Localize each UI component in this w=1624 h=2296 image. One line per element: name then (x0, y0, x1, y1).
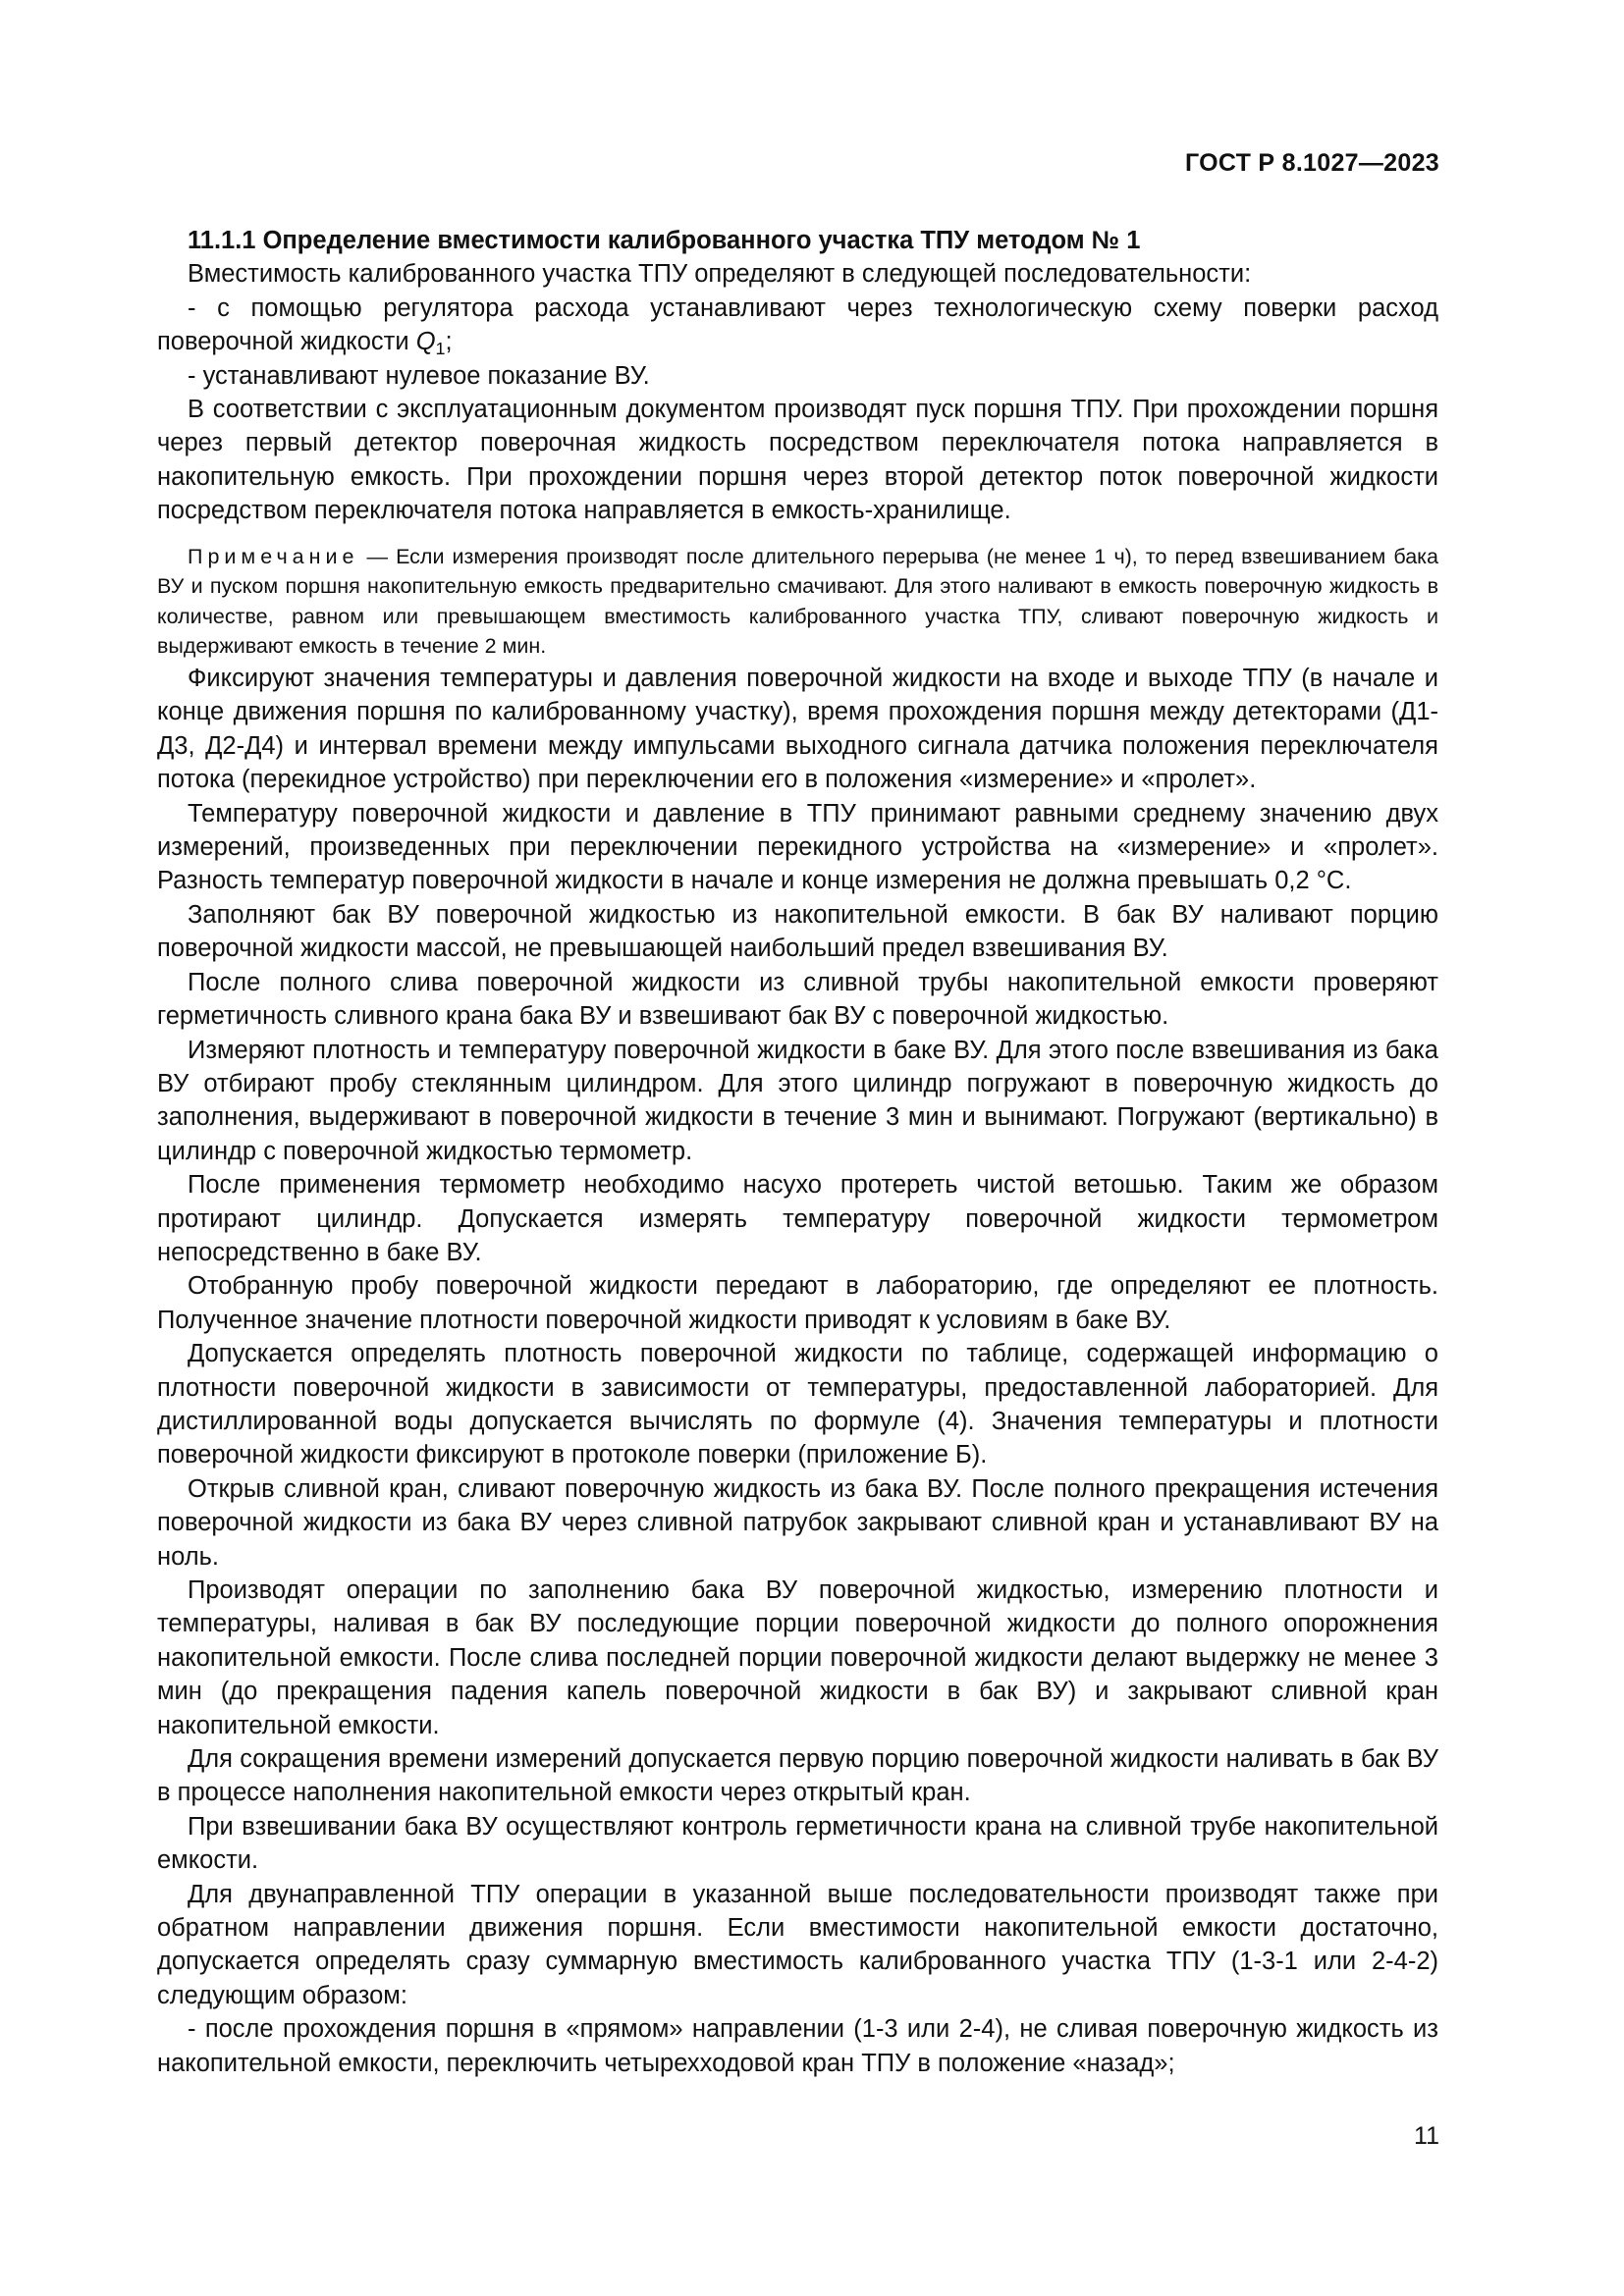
note-label: Примечание (188, 544, 359, 568)
section-heading: 11.1.1 Определение вместимости калиброванного участка ТПУ методом № 1 (188, 227, 1141, 254)
note-block (157, 542, 1438, 662)
paragraph: После полного слива поверочной жидкости из сливной трубы накопительной емкости проверяют герметичность сливного крана бака ВУ и взвешивают бак ВУ с поверочной жидкостью. (157, 968, 1438, 1031)
paragraph: Открыв сливной кран, сливают поверочную жидкость из бака ВУ. После полного прекращения истечения поверочной жидкости из бака ВУ через сливной патрубок закрывают сливной кран и устанавливают ВУ на ноль. (157, 1474, 1438, 1571)
paragraph: Допускается определять плотность поверочной жидкости по таблице, содержащей информацию о плотности поверочной жидкости в зависимости от температуры, предоставленной лабораторией. Для дистиллированной воды допускается вычислять по формуле (4). Значения температуры и плотности поверочной жидкости фиксируют в протоколе поверки (приложение Б). (157, 1340, 1438, 1469)
paragraph: В соответствии с эксплуатационным документом производят пуск поршня ТПУ. При прохождении поршня через первый детектор поверочная жидкость посредством переключателя потока направляется в накопительную емкость. При прохождении поршня через второй детектор поток поверочной жидкости посредством переключателя потока направляется в емкость-хранилище. (157, 396, 1438, 525)
page-number: 11 (1414, 2122, 1439, 2150)
paragraph: - после прохождения поршня в «прямом» направлении (1-3 или 2-4), не сливая поверочную жидкость из накопительной емкости, переключить четырехходовой кран ТПУ в положение «назад»; (157, 2015, 1438, 2077)
note-text: — Если измерения производят после длительного перерыва (не менее 1 ч), то перед взвешиванием бака ВУ и пуском поршня накопительную емкость предварительно смачивают. Для этого наливают в емкость поверочную жидкость в количестве, равном или превышающем вместимость калиброванного участка ТПУ, сливают поверочную жидкость и выдерживают емкость в течение 2 мин. (157, 544, 1438, 659)
paragraph: Производят операции по заполнению бака ВУ поверочной жидкостью, измерению плотности и температуры, наливая в бак ВУ последующие порции поверочной жидкости до полного опорожнения накопительной емкости. После слива последней порции поверочной жидкости делают выдержку не менее 3 мин (до прекращения падения капель поверочной жидкости в бак ВУ) и закрывают сливной кран накопительной емкости. (157, 1576, 1438, 1739)
paragraph: Измеряют плотность и температуру поверочной жидкости в баке ВУ. Для этого после взвешивания из бака ВУ отбирают пробу стеклянным цилиндром. Для этого цилиндр погружают в поверочную жидкость до заполнения, выдерживают в поверочной жидкости в течение 3 мин и вынимают. Погружают (вертикально) в цилиндр с поверочной жидкостью термометр. (157, 1036, 1438, 1165)
document-code: ГОСТ Р 8.1027—2023 (1184, 149, 1439, 177)
flow-rate-variable: Q (415, 328, 436, 356)
paragraph: Температуру поверочной жидкости и давление в ТПУ принимают равными среднему значению двух измерений, произведенных при переключении перекидного устройства на «измерение» и «пролет». Разность температур поверочной жидкости в начале и конце измерения не должна превышать 0,2 °С. (157, 799, 1438, 895)
paragraph-flow-rate (157, 292, 1438, 359)
page-content (157, 224, 1438, 2080)
paragraph: Для двунаправленной ТПУ операции в указанной выше последовательности производят также при обратном направлении движения поршня. Если вместимости накопительной емкости достаточно, допускается определять сразу суммарную вместимость калиброванного участка ТПУ (1-3-1 или 2-4-2) следующим образом: (157, 1880, 1438, 2009)
paragraph: - устанавливают нулевое показание ВУ. (188, 361, 650, 390)
paragraph: Вместимость калиброванного участка ТПУ определяют в следующей последовательности: (188, 260, 1252, 289)
paragraph: После применения термометр необходимо насухо протереть чистой ветошью. Таким же образом протирают цилиндр. Допускается измерять температуру поверочной жидкости термометром непосредственно в баке ВУ. (157, 1171, 1438, 1266)
paragraph: При взвешивании бака ВУ осуществляют контроль герметичности крана на сливной трубе накопительной емкости. (157, 1812, 1438, 1875)
paragraph: Заполняют бак ВУ поверочной жидкостью из накопительной емкости. В бак ВУ наливают порцию поверочной жидкости массой, не превышающей наибольший предел взвешивания ВУ. (157, 900, 1438, 963)
paragraph: Для сокращения времени измерений допускается первую порцию поверочной жидкости наливать в бак ВУ в процессе наполнения накопительной емкости через открытый кран. (157, 1745, 1438, 1807)
paragraph: Фиксируют значения температуры и давления поверочной жидкости на входе и выходе ТПУ (в начале и конце движения поршня по калиброванному участку), время прохождения поршня между детекторами (Д1-Д3, Д2-Д4) и интервал времени между импульсами выходного сигнала датчика положения переключателя потока (перекидное устройство) при переключении его в положения «измерение» и «пролет». (157, 665, 1438, 794)
text-run: - с помощью регулятора расхода устанавливают через технологическую схему поверки расход поверочной жидкости (157, 294, 1438, 356)
text-run: ; (445, 328, 453, 356)
paragraph: Отобранную пробу поверочной жидкости передают в лабораторию, где определяют ее плотность. Полученное значение плотности поверочной жидкости приводят к условиям в баке ВУ. (157, 1272, 1438, 1334)
flow-rate-subscript: 1 (435, 339, 446, 359)
